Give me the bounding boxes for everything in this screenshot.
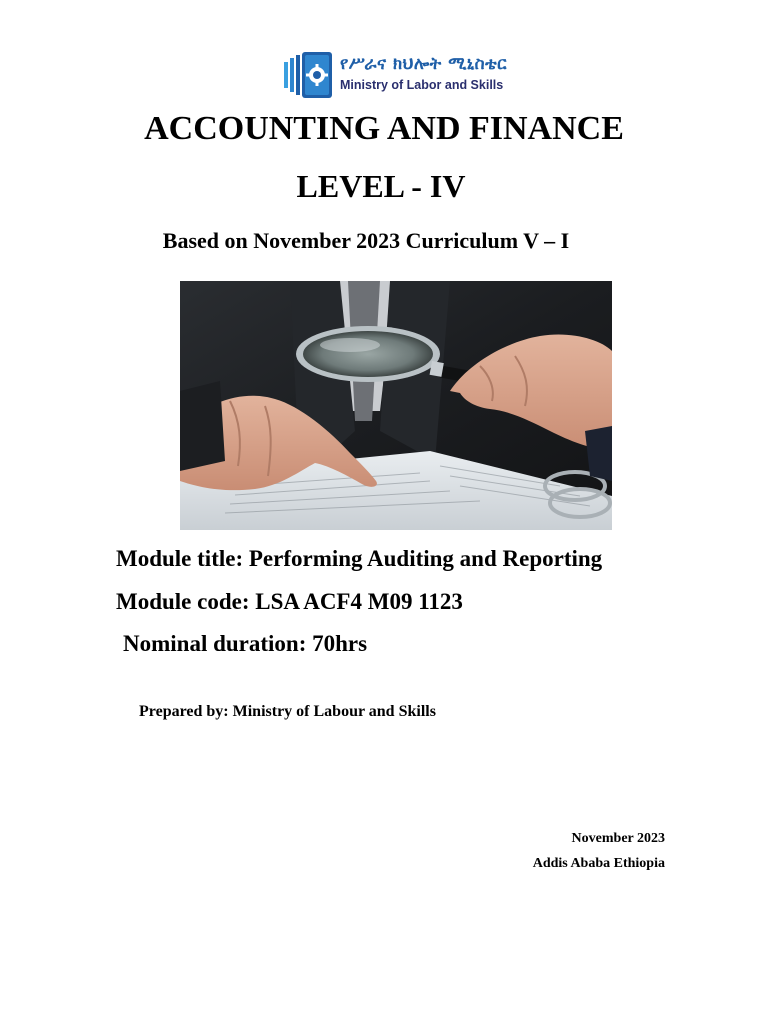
document-title: ACCOUNTING AND FINANCE <box>144 110 624 147</box>
ministry-logo-icon <box>282 52 336 98</box>
module-title: Module title: Performing Auditing and Reporting <box>116 546 603 571</box>
prepared-by: Prepared by: Ministry of Labour and Skills <box>139 703 436 720</box>
document-level: LEVEL - IV <box>296 168 466 204</box>
logo-amharic-text: የሥራና ክህሎት ሚኒስቴር <box>340 54 507 74</box>
ministry-logo <box>282 52 522 100</box>
nominal-duration: Nominal duration: 70hrs <box>123 631 368 656</box>
logo-english-text: Ministry of Labor and Skills <box>340 78 504 92</box>
publication-date: November 2023 <box>571 831 665 846</box>
magnifying-glass-document-photo <box>180 281 612 530</box>
publication-place: Addis Ababa Ethiopia <box>532 856 665 871</box>
curriculum-subtitle: Based on November 2023 Curriculum V – I <box>162 228 570 253</box>
module-code: Module code: LSA ACF4 M09 1123 <box>116 589 463 614</box>
